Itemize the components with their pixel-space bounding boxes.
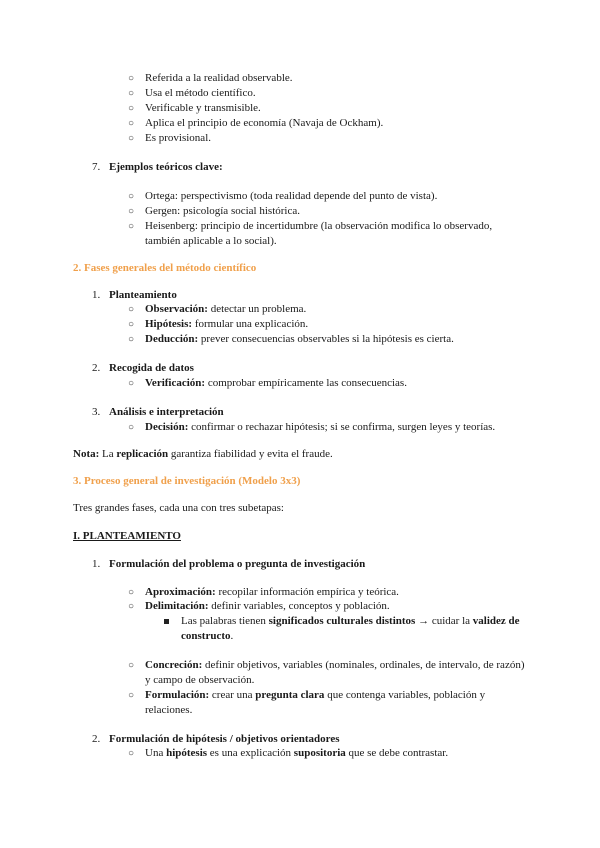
list-item: Es provisional. (145, 132, 211, 144)
bullet-icon: ○ (128, 191, 135, 202)
list-item: Hipótesis: formular una explicación. (145, 318, 309, 330)
bullet-icon: ○ (128, 660, 135, 671)
list-item: Referida a la realidad observable. (145, 72, 293, 84)
list-item: Observación: detectar un problema. (145, 303, 307, 315)
list-item: Formulación: crear una pregunta clara que contenga variables, población y (145, 689, 486, 701)
list-number: 7. (92, 161, 101, 173)
bullet-icon: ○ (128, 422, 135, 433)
square-bullet-icon (164, 619, 169, 624)
sub-list-item-continuation: constructo. (181, 630, 234, 642)
part-title: I. PLANTEAMIENTO (73, 530, 181, 542)
bullet-icon: ○ (128, 378, 135, 389)
bullet-icon: ○ (128, 221, 135, 232)
list-item-continuation: y campo de observación. (145, 674, 255, 686)
list-number: 2. (92, 733, 101, 745)
list-item: Verificable y transmisible. (145, 102, 261, 114)
list-item: Aproximación: recopilar información empírica y teórica. (145, 586, 399, 598)
list-item: Verificación: comprobar empíricamente las consecuencias. (145, 377, 407, 389)
phase-title: Planteamiento (109, 289, 177, 301)
section-heading: 3. Proceso general de investigación (Modelo 3x3) (73, 475, 301, 487)
bullet-icon: ○ (128, 334, 135, 345)
list-item: Decisión: confirmar o rechazar hipótesis; si se confirma, surgen leyes y teorías. (145, 421, 496, 433)
list-number: 2. (92, 362, 101, 374)
list-item: Concreción: definir objetivos, variables (nominales, ordinales, de intervalo, de razón) (145, 659, 525, 671)
bullet-icon: ○ (128, 118, 135, 129)
bullet-icon: ○ (128, 206, 135, 217)
section-heading: 2. Fases generales del método científico (73, 262, 257, 274)
bullet-icon: ○ (128, 587, 135, 598)
phase-title: Análisis e interpretación (109, 406, 224, 418)
list-number: 3. (92, 406, 101, 418)
list-heading: Ejemplos teóricos clave: (109, 161, 223, 173)
list-item: Heisenberg: principio de incertidumbre (la observación modifica lo observado, (145, 220, 493, 232)
list-item: Deducción: prever consecuencias observables si la hipótesis es cierta. (145, 333, 454, 345)
bullet-icon: ○ (128, 319, 135, 330)
step-title: Formulación del problema o pregunta de investigación (109, 558, 366, 570)
bullet-icon: ○ (128, 88, 135, 99)
phase-title: Recogida de datos (109, 362, 194, 374)
list-item-continuation: relaciones. (145, 704, 193, 716)
bullet-icon: ○ (128, 103, 135, 114)
list-item: Delimitación: definir variables, conceptos y población. (145, 600, 390, 612)
bullet-icon: ○ (128, 304, 135, 315)
list-item: Gergen: psicología social histórica. (145, 205, 300, 217)
list-number: 1. (92, 558, 101, 570)
list-item: Una hipótesis es una explicación supositoria que se debe contrastar. (145, 747, 449, 759)
bullet-icon: ○ (128, 690, 135, 701)
list-item: Usa el método científico. (145, 87, 256, 99)
list-item-continuation: también aplicable a lo social). (145, 235, 277, 247)
bullet-icon: ○ (128, 748, 135, 759)
note: Nota: La replicación garantiza fiabilidad y evita el fraude. (73, 448, 333, 460)
list-number: 1. (92, 289, 101, 301)
step-title: Formulación de hipótesis / objetivos orientadores (109, 733, 340, 745)
bullet-icon: ○ (128, 133, 135, 144)
list-item: Aplica el principio de economía (Navaja de Ockham). (145, 117, 384, 129)
section-intro: Tres grandes fases, cada una con tres subetapas: (73, 502, 284, 514)
list-item: Ortega: perspectivismo (toda realidad depende del punto de vista). (145, 190, 438, 202)
bullet-icon: ○ (128, 601, 135, 612)
sub-list-item: Las palabras tienen significados culturales distintos → cuidar la validez de (181, 615, 520, 627)
bullet-icon: ○ (128, 73, 135, 84)
